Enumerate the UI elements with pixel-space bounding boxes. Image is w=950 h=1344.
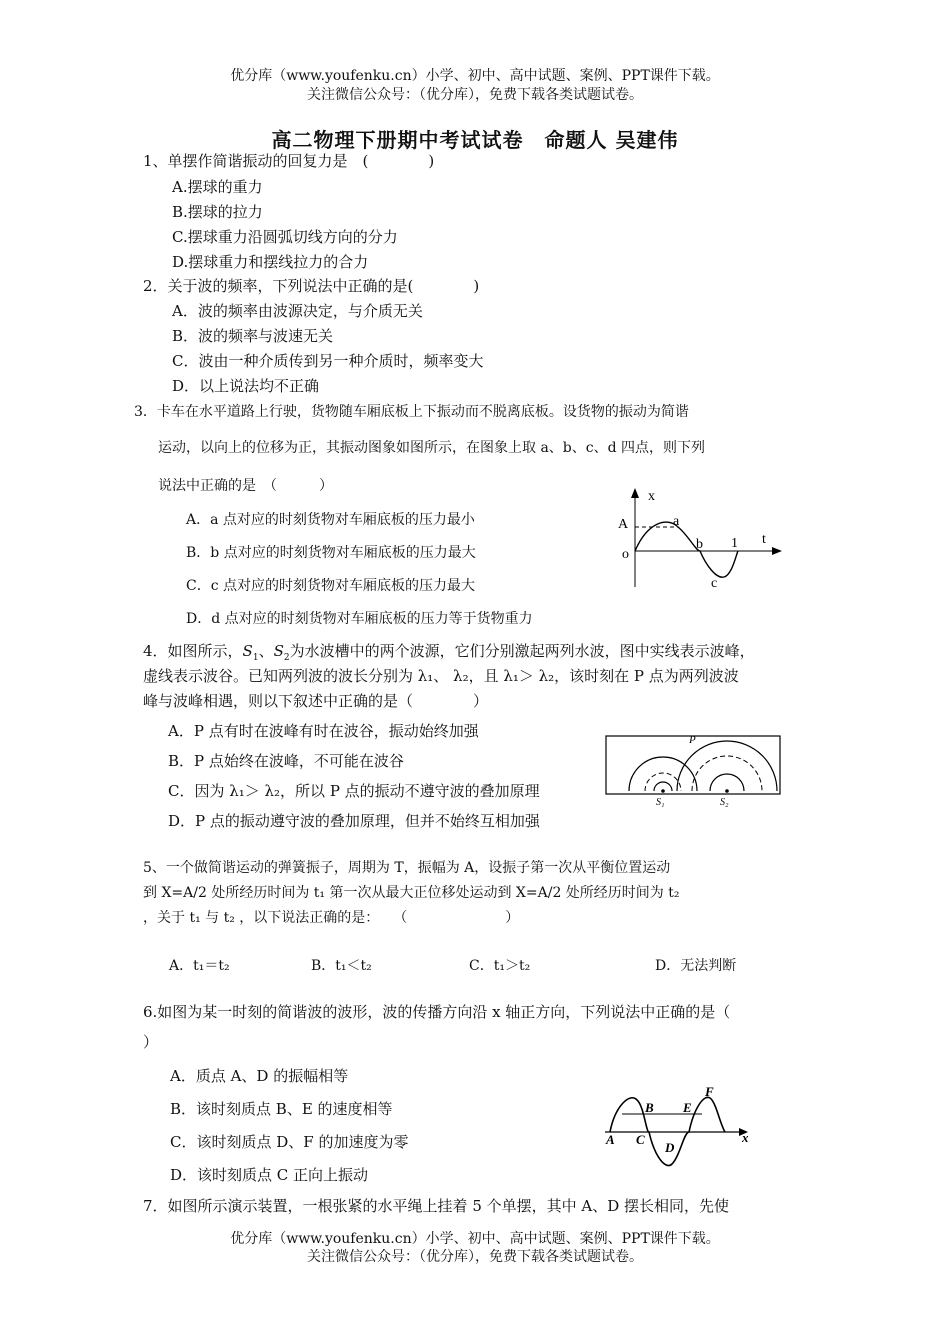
q3-option-a: A．a 点对应的时刻货物对车厢底板的压力最小 <box>186 512 475 528</box>
q3-option-b: B．b 点对应的时刻货物对车厢底板的压力最大 <box>186 545 476 561</box>
q4-label-s2: S₂ <box>720 797 729 808</box>
q3-stem-line-2: 运动，以向上的位移为正，其振动图象如图所示，在图象上取 a、b、c、d 四点，则下列 <box>158 440 706 456</box>
q4-stem-rest: 为水波槽中的两个波源，它们分别激起两列水波，图中实线表示波峰， <box>289 642 755 660</box>
q4-s2-wave-crest-inner <box>710 774 744 791</box>
q3-label-origin: o <box>622 547 629 562</box>
q6-option-a: A．质点 A、D 的振幅相等 <box>170 1067 349 1085</box>
q6-stem-line-1: 6.如图为某一时刻的简谐波的波形，波的传播方向沿 x 轴正方向，下列说法中正确的是（ <box>143 1003 731 1021</box>
q6-option-d: D．该时刻质点 C 正向上振动 <box>170 1166 369 1184</box>
header-line-2: 关注微信公众号：（优分库），免费下载各类试题试卷。 <box>307 87 643 103</box>
q5-option-c: C．t₁＞t₂ <box>469 958 531 974</box>
q2-option-c: C．波由一种介质传到另一种介质时，频率变大 <box>172 352 484 370</box>
q4-option-d: D．P 点的振动遵守波的叠加原理，但并不始终互相加强 <box>168 812 540 830</box>
q5-stem-line-1: 5、一个做简谐运动的弹簧振子，周期为 T，振幅为 A，设振子第一次从平衡位置运动 <box>143 860 671 876</box>
q1-option-c: C.摆球重力沿圆弧切线方向的分力 <box>172 228 398 246</box>
q6-label-c: C <box>636 1132 645 1147</box>
q6-label-d: D <box>665 1140 675 1155</box>
q4-source-s2-sub: 2 <box>283 653 290 663</box>
q4-source-s1-dot <box>661 789 665 793</box>
q3-label-c: c <box>711 576 718 591</box>
q4-stem-intro: 4．如图所示， <box>143 642 243 660</box>
q2-stem: 2．关于波的频率，下列说法中正确的是( ) <box>143 277 480 295</box>
q1-option-b: B.摆球的拉力 <box>172 203 263 221</box>
q6-stem-line-2: ） <box>143 1033 159 1051</box>
q3-option-d: D．d 点对应的时刻货物对车厢底板的压力等于货物重力 <box>186 611 533 627</box>
q3-option-c: C．c 点对应的时刻货物对车厢底板的压力最大 <box>186 578 476 594</box>
q6-option-c: C．该时刻质点 D、F 的加速度为零 <box>170 1133 409 1151</box>
q6-label-b: B <box>645 1100 654 1115</box>
q4-option-b: B．P 点始终在波峰，不可能在波谷 <box>168 752 404 770</box>
header-line-1: 优分库（www.youfenku.cn）小学、初中、高中试题、案例、PPT课件下载。 <box>230 68 720 84</box>
q2-option-b: B．波的频率与波速无关 <box>172 327 334 345</box>
q6-label-x: x <box>742 1130 749 1145</box>
q3-stem-line-1: 3．卡车在水平道路上行驶，货物随车厢底板上下振动而不脱离底板。设货物的振动为简谐 <box>134 404 689 420</box>
q4-source-s2-dot <box>725 789 729 793</box>
q5-stem-line-2: 到 X=A/2 处所经历时间为 t₁ 第一次从最大正位移处运动到 X=A/2 处所经历时间为 t₂ <box>143 885 680 901</box>
q4-stem-line-1 <box>143 641 755 668</box>
q5-stem-line-3: ，关于 t₁ 与 t₂ ，以下说法正确的是： （ ） <box>143 910 520 926</box>
q6-label-e: E <box>683 1100 692 1115</box>
q2-option-d: D．以上说法均不正确 <box>172 377 320 395</box>
q4-source-s1-sub: 1 <box>252 653 259 663</box>
q3-t-axis-arrow <box>772 547 782 555</box>
q3-vibration-graph <box>610 485 790 595</box>
q4-separator: 、 <box>258 642 274 660</box>
q6-waveform-figure <box>600 1080 760 1170</box>
q5-option-b: B．t₁＜t₂ <box>311 958 372 974</box>
q1-option-a: A.摆球的重力 <box>172 178 263 196</box>
q7-stem-line-1: 7．如图所示演示装置，一根张紧的水平绳上挂着 5 个单摆，其中 A、D 摆长相同，先使 <box>143 1197 730 1215</box>
q6-label-a: A <box>606 1132 615 1147</box>
q5-option-d: D．无法判断 <box>655 958 737 974</box>
footer-line-1: 优分库（www.youfenku.cn）小学、初中、高中试题、案例、PPT课件下载。 <box>230 1231 720 1247</box>
q3-label-amplitude: A <box>618 517 629 532</box>
q4-option-a: A．P 点有时在波峰有时在波谷，振动始终加强 <box>168 722 479 740</box>
q3-x-axis-arrow <box>631 488 639 498</box>
q4-label-s1: S₁ <box>656 797 665 808</box>
q4-source-s1: S <box>242 642 253 660</box>
q4-source-s2: S <box>273 642 284 660</box>
q6-label-f: F <box>705 1084 714 1099</box>
footer-line-2: 关注微信公众号：（优分库），免费下载各类试题试卷。 <box>307 1249 643 1265</box>
q3-label-a: a <box>673 514 680 529</box>
q2-option-a: A．波的频率由波源决定，与介质无关 <box>172 302 423 320</box>
q6-option-b: B．该时刻质点 B、E 的速度相等 <box>170 1100 393 1118</box>
q3-label-b: b <box>696 537 703 552</box>
q3-stem-line-3: 说法中正确的是 （ ） <box>158 478 333 494</box>
q3-label-d: 1 <box>731 536 738 551</box>
q4-wave-interference-figure <box>603 733 785 809</box>
q4-label-p: P <box>689 734 696 746</box>
q1-option-d: D.摆球重力和摆线拉力的合力 <box>172 253 369 271</box>
q4-stem-line-2: 虚线表示波谷。已知两列波的波长分别为 λ₁、 λ₂，且 λ₁＞ λ₂，该时刻在 P 点为两列波波 <box>143 667 739 685</box>
q4-s2-wave-crest-outer <box>677 741 777 791</box>
q1-stem: 1、单摆作简谐振动的回复力是 ( ) <box>143 152 435 170</box>
q4-option-c: C．因为 λ₁＞ λ₂，所以 P 点的振动不遵守波的叠加原理 <box>168 782 540 800</box>
q3-sine-curve <box>635 522 738 577</box>
q4-stem-line-3: 峰与波峰相遇，则以下叙述中正确的是（ ） <box>143 692 489 710</box>
q5-option-a: A．t₁＝t₂ <box>169 958 230 974</box>
page-title: 高二物理下册期中考试试卷 命题人 吴建伟 <box>271 128 679 152</box>
q3-label-x: x <box>648 489 655 504</box>
q3-label-t: t <box>762 532 766 547</box>
